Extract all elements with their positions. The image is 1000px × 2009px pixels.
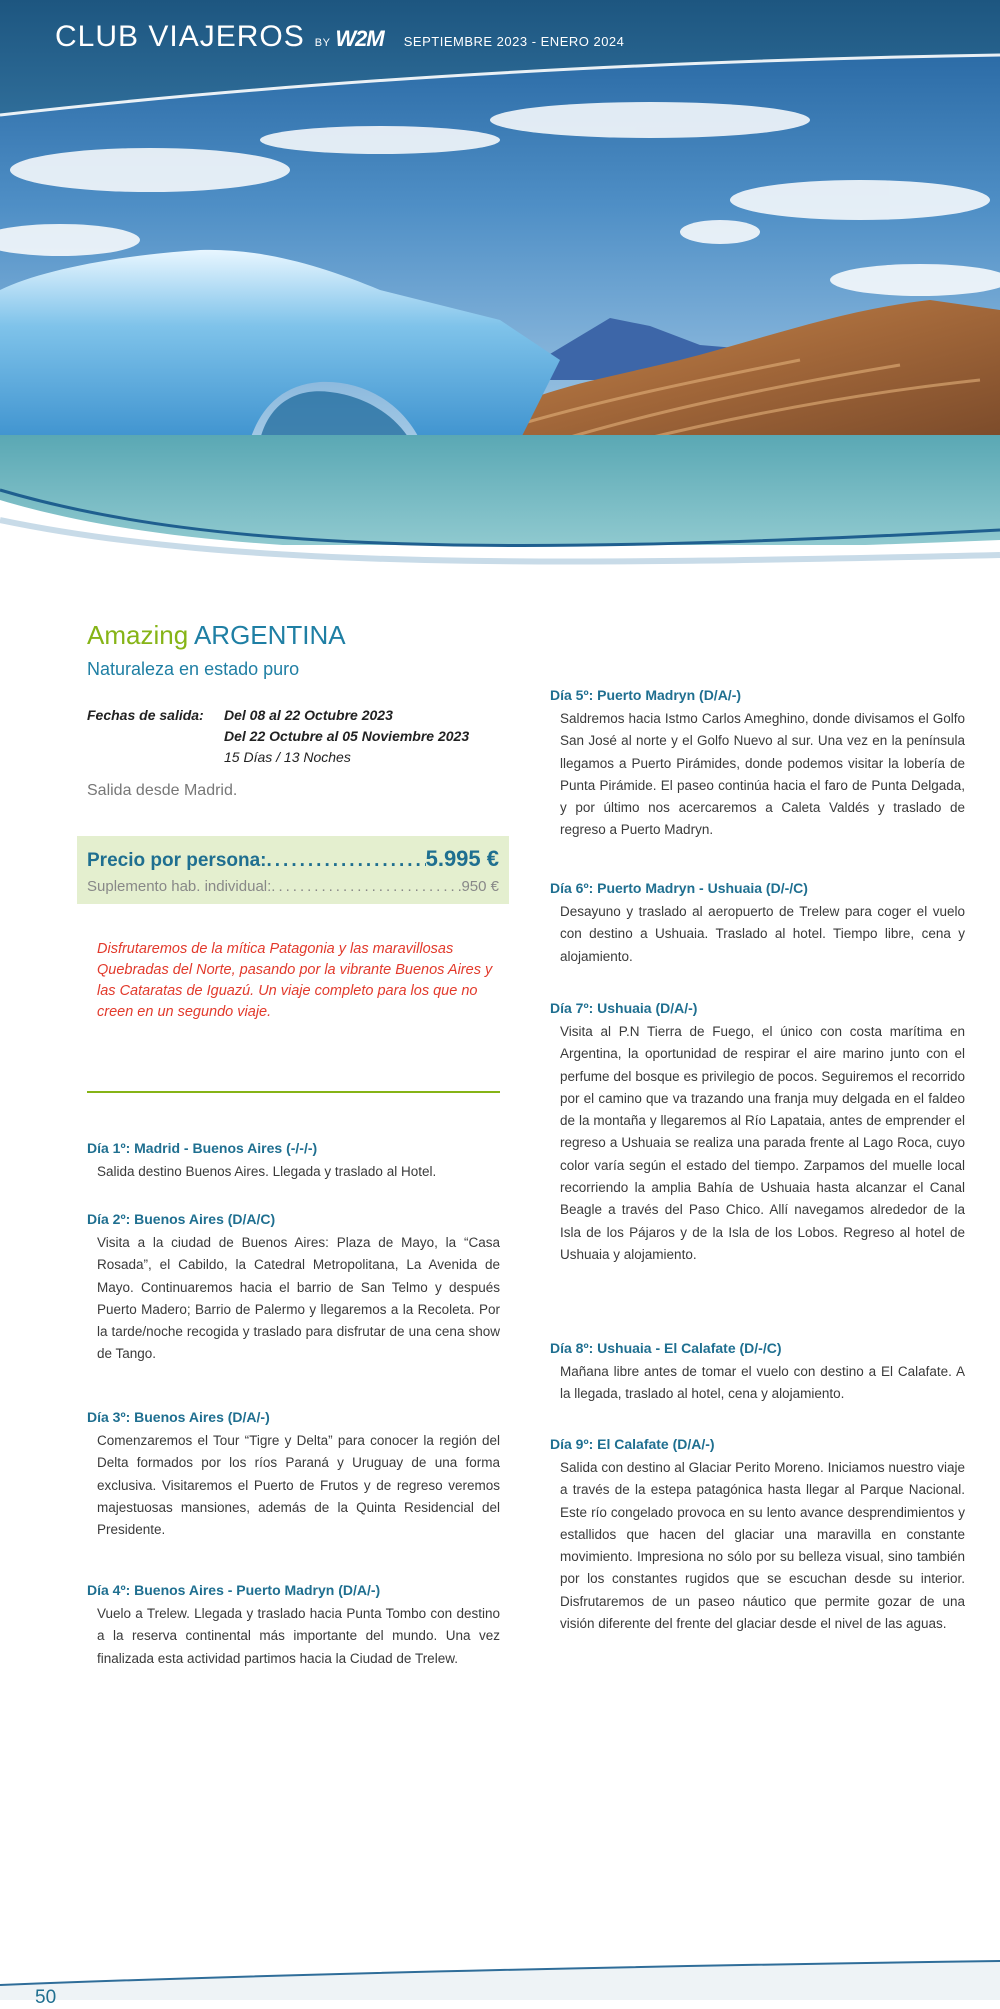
day-description: Visita a la ciudad de Buenos Aires: Plaza de Mayo, la “Casa Rosada”, el Cabildo, la Catedral Metropolitana, La Avenida de Mayo. Continuaremos hacia el barrio de San Telmo y después Puerto Madero; Barrio de Palermo y llegaremos a la Recoleta. Por la tarde/noche recogida y traslado para disfrutar de una cena show de Tango. [97, 1235, 500, 1362]
date-1: Del 08 al 22 Octubre 2023 [224, 707, 393, 723]
brand-logo: W2M [335, 26, 384, 51]
title-amazing: Amazing [87, 620, 189, 650]
day-description: Mañana libre antes de tomar el vuelo con destino a El Calafate. A la llegada, traslado al hotel, cena y alojamiento. [560, 1364, 965, 1402]
dates-label: Fechas de salida: [87, 707, 204, 723]
day-title: Día 4º: Buenos Aires - Puerto Madryn (D/A/-) [87, 1582, 381, 1598]
page-number: 50 [35, 1987, 57, 2008]
day-description: Comenzaremos el Tour “Tigre y Delta” para conocer la región del Delta formados por los ríos Paraná y Uruguay de una forma exclusiva. Visitaremos el Puerto de Frutos y de regreso veremos majestuosas mansiones, además de la Quinta Residencial del Presidente. [97, 1433, 500, 1538]
day-description: Salida destino Buenos Aires. Llegada y traslado al Hotel. [97, 1164, 437, 1179]
day-description: Salida con destino al Glaciar Perito Moreno. Iniciamos nuestro viaje a través de la estepa patagónica hasta llegar al Parque Nacional. Este río congelado provoca en su lento avance desprendimientos y estallidos que hacen del glaciar una maravilla en constante movimiento. Impresiona no sólo por su belleza visual, sino también por los constantes rugidos que se escuchan desde su interior. Disfrutaremos de un paseo náutico que permite gozar de una visión diferente del frente del glaciar desde el nivel de las aguas. [560, 1460, 965, 1632]
price-box [77, 836, 509, 904]
day-description: Desayuno y traslado al aeropuerto de Trelew para coger el vuelo con destino a Ushuaia. Traslado al hotel. Tiempo libre, cena y alojamiento. [560, 904, 965, 964]
supplement-leader [271, 878, 461, 895]
glacier-photo [0, 0, 1000, 590]
price-row [87, 846, 499, 872]
day-description: Visita al P.N Tierra de Fuego, el único con costa marítima en Argentina, la oportunidad de respirar el aire marino junto con el perfume del bosque es privilegio de pocos. Seguiremos el recorrido por el camino que va trazando una franja muy delgada en el faldeo de la montaña y llegaremos al Río Lapataia, antes de emprender el regreso a Ushuaia se realiza una parada frente al Lago Roca, cuyo color varía según el estado del tiempo. Zarpamos del muelle local recorriendo la amplia Bahía de Ushuaia hasta alcanzar el Canal Beagle a través del Paso Chico. Allí navegamos alrededor de la Isla de los Pájaros y de la Isla de los Lobos. Regreso al hotel de Ushuaia y alojamiento. [560, 1024, 965, 1262]
day-title: Día 5º: Puerto Madryn (D/A/-) [550, 687, 742, 703]
supplement-value: 950 € [461, 878, 499, 895]
day-title: Día 6º: Puerto Madryn - Ushuaia (D/-/C) [550, 880, 808, 896]
itinerary-day [87, 1209, 500, 1366]
divider [87, 1091, 500, 1093]
day-title: Día 7º: Ushuaia (D/A/-) [550, 1000, 698, 1016]
day-title: Día 3º: Buenos Aires (D/A/-) [87, 1409, 270, 1425]
day-title: Día 1º: Madrid - Buenos Aires (-/-/-) [87, 1140, 318, 1156]
itinerary-day [87, 1138, 500, 1183]
brand-header [55, 20, 624, 64]
departure-city: Salida desde Madrid. [87, 782, 238, 799]
day-title: Día 2º: Buenos Aires (D/A/C) [87, 1211, 276, 1227]
price-label: Precio por persona: [87, 850, 267, 871]
itinerary-day [87, 1580, 500, 1670]
itinerary-day [550, 1434, 965, 1635]
footer-wave [0, 1955, 1000, 2000]
supplement-row [87, 878, 499, 895]
day-title: Día 8º: Ushuaia - El Calafate (D/-/C) [550, 1340, 782, 1356]
itinerary-day [87, 1407, 500, 1541]
supplement-label: Suplemento hab. individual: [87, 878, 272, 895]
itinerary-day [550, 685, 965, 842]
price-leader [267, 850, 426, 872]
brand-title: CLUB VIAJEROS [55, 20, 305, 53]
page-title [87, 620, 346, 651]
day-title: Día 9º: El Calafate (D/A/-) [550, 1436, 715, 1452]
page-subtitle: Naturaleza en estado puro [87, 659, 300, 679]
brand-period: SEPTIEMBRE 2023 - ENERO 2024 [403, 34, 625, 49]
title-destination: ARGENTINA [193, 620, 346, 650]
promo-text: Disfrutaremos de la mítica Patagonia y las maravillosas Quebradas del Norte, pasando por la vibrante Buenos Aires y las Cataratas de Iguazú. Un viaje completo para los que no creen en un segundo viaje. [97, 941, 493, 1020]
date-2: Del 22 Octubre al 05 Noviembre 2023 [224, 728, 470, 744]
duration: 15 Días / 13 Noches [224, 749, 351, 765]
itinerary-day [550, 998, 965, 1266]
day-description: Vuelo a Trelew. Llegada y traslado hacia Punta Tombo con destino a la reserva continental más importante del mundo. Una vez finalizada esta actividad partimos hacia la Ciudad de Trelew. [97, 1606, 500, 1666]
itinerary-day [550, 878, 965, 968]
itinerary-day [550, 1338, 965, 1406]
hero-banner [0, 0, 1000, 590]
price-value: 5.995 € [425, 846, 499, 871]
brand-by: BY [314, 37, 331, 49]
day-description: Saldremos hacia Istmo Carlos Ameghino, donde divisamos el Golfo San José al norte y el Golfo Nuevo al sur. Una vez en la península llegamos a Puerto Pirámides, donde podemos visitar la lobería de Punta Pirámide. El paseo continúa hacia el faro de Punta Delgada, y por último nos acercaremos a Caleta Valdés y traslado de regreso a Puerto Madryn. [560, 711, 965, 838]
